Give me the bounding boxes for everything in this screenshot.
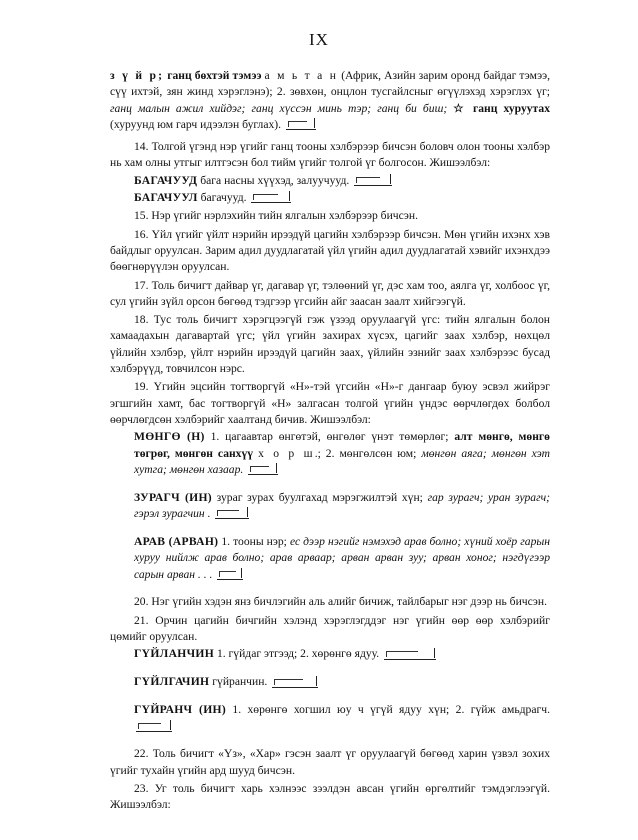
example-italic: ес дээр нэгийг нэмэхэд арав болно; хүний хоёр гарын хуруу нийлж арав болно; арав арваар; арван арван зуу; арван хоног; нэгдүгээр сарын арван . . . [134, 534, 550, 581]
example-italic: гар зурагч; уран зурагч; гэрэл зурагчин . [134, 490, 551, 521]
mongolian-script-gloss [217, 570, 243, 580]
definition-text: 1. тооны нэр; [221, 534, 287, 548]
mongolian-script-gloss [251, 193, 291, 203]
example-italic: ганц малын ажил хийдэг; ганц хүссэн минь тэр; ганц би биш; [110, 101, 448, 115]
definition-text: 1. хөрөнгө хогшил юу ч үгүй ядуу хүн; 2. гүйж амьдрагч. [232, 703, 550, 717]
definition-text: (хуруунд юм гарч идээлэн буглах). [110, 117, 282, 131]
example-entry-zuragch [110, 490, 550, 523]
paragraph-17: 17. Толь бичигт дайвар үг, дагавар үг, тэлөөний үг, дэс хам тоо, аялга үг, холбоос үг, сул үгийн зүйл орсон бөгөөд тэдгээр үгсийн айг заасан заалт хийгээгүй. [110, 278, 550, 308]
headword: АРАВ (АРВАН) [134, 534, 219, 548]
paragraph-20: 20. Нэг үгийн хэдэн янз бичлэгийн аль алийг бичиж, тайлбарыг нэг дээр нь бичсэн. [134, 595, 547, 609]
body-text [110, 68, 550, 813]
headword: ГҮЙЛАНЧИН [134, 647, 215, 661]
example-entry-bagachuul [110, 190, 550, 206]
paragraph-21: 21. Орчин цагийн бичгийн хэлэнд хэрэглэгддэг нэг үгийн өөр өөр хэлбэрийг цөмийг оруулсан. [110, 613, 550, 643]
example-italic: мөнгөн аяга; мөнгөн хэт хутга; мөнгөн хазаар. [134, 446, 550, 476]
example-entry-guiranch [110, 702, 550, 735]
headword: ганц бөхтэй тэмээ [167, 69, 262, 82]
example-entry-arav [110, 534, 550, 583]
paragraph-13-continuation [110, 68, 550, 133]
definition-text: гүйранчин. [212, 675, 268, 689]
example-bold: алт мөнгө, мөнгө төгрөг, мөнгөн санхүү [134, 430, 550, 460]
mongolian-script-gloss [354, 176, 392, 186]
page-number: IX [309, 30, 329, 49]
headword: БАГАЧУУЛ [134, 191, 198, 205]
headword: ГҮЙЛГАЧИН [134, 675, 210, 689]
idiom-headword: ☆ ганц хуруутах [453, 101, 550, 115]
paragraph-14: 14. Толгой үгэнд нэр үгийг ганц тооны хэлбэрээр бичсэн боловч олон тооны хэлбэр нь хам олны утгыг илтгэсэн бол тийм үгийг толгой үг болгосон. Жишээлбэл: [110, 140, 550, 170]
definition-text: багачууд. [200, 191, 247, 205]
definition-text: 1. гүйдаг этгээд; 2. хөрөнгө ядуу. [216, 647, 380, 661]
example-entry-bagachuud [110, 173, 550, 189]
mongolian-script-gloss [215, 509, 249, 519]
mongolian-script-gloss [384, 650, 436, 660]
mongolian-script-gloss [286, 120, 316, 130]
paragraph-19: 19. Үгийн эцсийн тогтворгүй «Н»-тэй үгсийн «Н»-г дангаар буюу эсвэл жийрэг эгшгийн хамт, бас тогтворгүй «Н» залгасан толгой үгийн үндэс өөрчлөгдөх болбол өөрчлөгдсөн хэлбэрийг хаалтанд бичив. Жишээлбэл: [110, 380, 550, 426]
paragraph-16: 16. Үйл үгийг үйлт нэрийн ирээдүй цагийн хэлбэрээр бичсэн. Мөн үгийн ихэнх хэв байдлыг оруулсан. Зарим адил дуудлагатай үйл үгийн адил дуудлагатай хэвийг ихэнхдээ бөөгнөрүүлэн оруулсан. [110, 227, 550, 274]
spaced-word: х о р ш [258, 446, 315, 460]
mongolian-script-gloss [248, 465, 278, 475]
definition-text: зураг зурах буулгахад мэрэгжилтэй хүн; [216, 490, 423, 504]
mongolian-script-gloss [136, 722, 172, 732]
definition-text: 1. цагаавтар өнгөтэй, өнгөлөг үнэт төмөрлөг; [210, 430, 449, 444]
paragraph-22: 22. Толь бичигт «Үз», «Хар» гэсэн заалт үг оруулаагүй бөгөөд харин үзвэл зохих үгийг тухайн үгийн ард шууд бичсэн. [110, 747, 550, 777]
headword: ГҮЙРАНЧ (ИН) [134, 703, 227, 717]
headword: МӨНГӨ (Н) [134, 430, 205, 444]
paragraph-18: 18. Тус толь бичигт хэрэгцээгүй гэж үзээд оруулаагүй үгс: тийн ялгалын болон хамаадахын дагавартай үгс; үйл үгийн захирах хүсэх, цагийг заах хэлбэр, нөхцөл үйлийн хэлбэр, үйлт нэрийн ирээдүй цагийн заах, үйлийн эзнийг заах хэлбэрээс бусад хэлбэрүүд, товчилсон нэрс. [110, 313, 550, 376]
paragraph-15: 15. Нэр үгийг нэрлэхийн тийн ялгалын хэлбэрээр бичсэн. [134, 209, 418, 223]
definition-text: (Африк, Азийн зарим оронд байдаг тэмээ, сүү ихтэй, зян жинд хэрэглэнэ); 2. зөвхөн, онцлон тусгайлсныг өгүүлэхэд хэрэглэх үг; [110, 69, 550, 99]
headword: БАГАЧУУД [134, 173, 198, 187]
definition-text: .; 2. мөнгөлсөн юм; [314, 446, 417, 460]
paragraph-23: 23. Уг толь бичигт харь хэлнээс зээлдэн авсан үгийн өргөлтийг тэмдэглээгүй. Жишээлбэл: [110, 781, 550, 812]
example-entry-guilgachin [110, 674, 550, 690]
example-entry-guilanchin [110, 646, 550, 662]
definition-text: бага насны хүүхэд, залуучууд. [200, 173, 350, 187]
mongolian-script-gloss [272, 678, 318, 688]
headword: ЗУРАГЧ (ИН) [134, 490, 212, 504]
spaced-word: а м ь т а н [264, 69, 339, 82]
headword-spaced: з ү й р; [110, 69, 165, 82]
example-entry-monge [110, 429, 550, 478]
